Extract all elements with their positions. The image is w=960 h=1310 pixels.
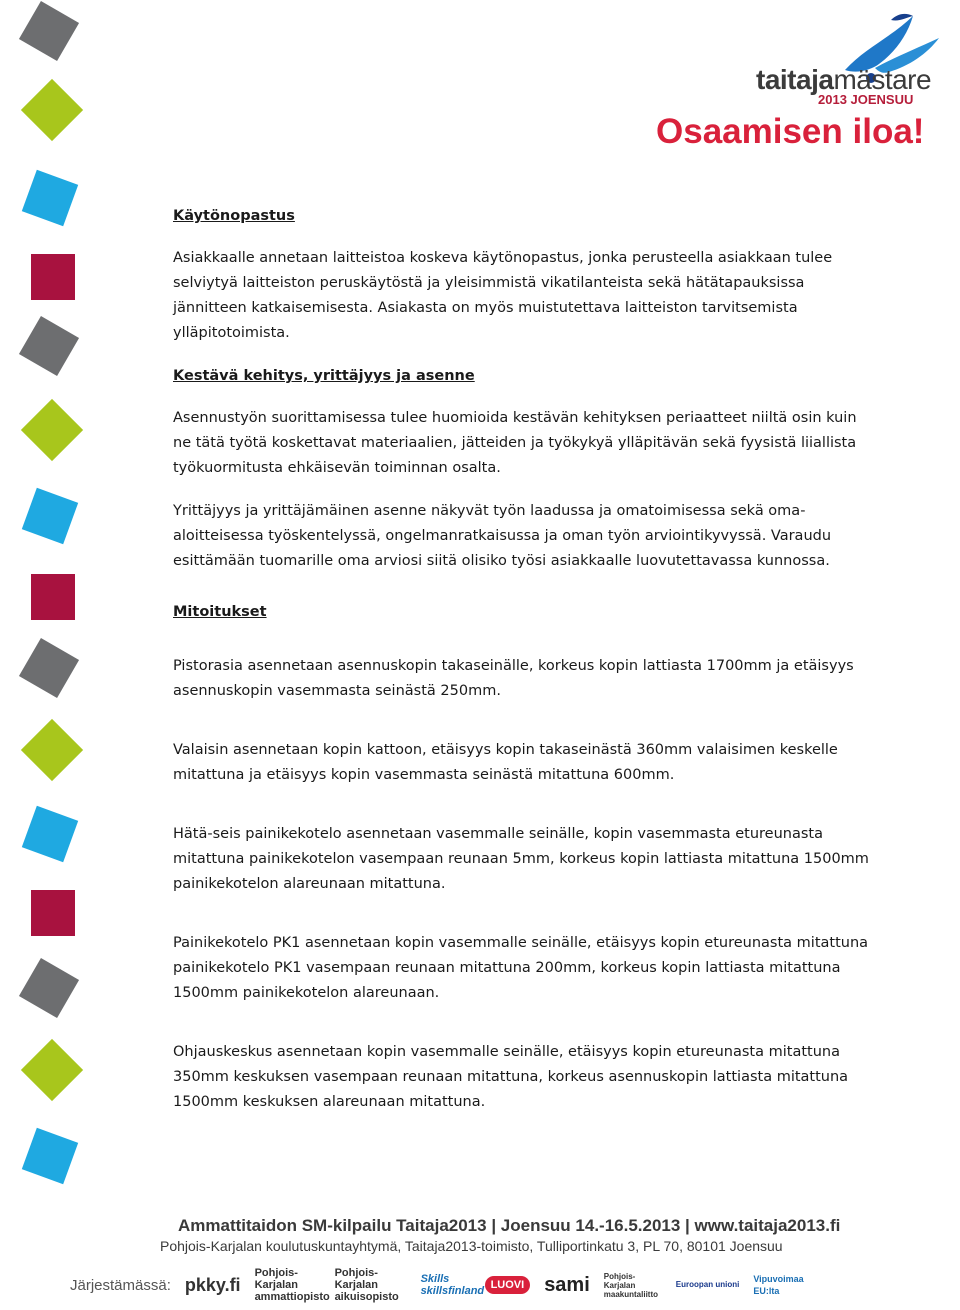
sponsor-logo: Pohjois-Karjalan maakuntaliitto: [603, 1271, 659, 1299]
footer-event-line: Ammattitaidon SM-kilpailu Taitaja2013 | Joensuu 14.-16.5.2013 | www.taitaja2013.fi: [178, 1216, 841, 1235]
blue-square: [22, 1128, 78, 1184]
page-footer: [0, 1210, 960, 1310]
sponsor-logo: Pohjois-Karjalan ammattiopisto: [254, 1267, 330, 1303]
crimson-square: [31, 254, 75, 300]
section-mitoitukset: [173, 604, 873, 1115]
gray-diamond: [19, 958, 79, 1018]
blue-square: [22, 170, 78, 226]
green-diamond: [21, 719, 83, 781]
document-body: [173, 208, 873, 1133]
gray-diamond: [19, 1, 79, 61]
logo-wordmark: taitajamästare: [756, 64, 932, 95]
organizers-label: Järjestämässä:: [70, 1276, 171, 1294]
blue-square: [22, 806, 78, 862]
sponsor-logo: sami: [544, 1274, 590, 1296]
logo-city: 2013 JOENSUU: [818, 92, 914, 107]
section-heading: Käytönopastus: [173, 208, 295, 224]
section-heading: Kestävä kehitys, yrittäjyys ja asenne: [173, 368, 475, 384]
sponsor-logo: Euroopan unioni: [675, 1280, 740, 1289]
footer-address-line: Pohjois-Karjalan koulutuskuntayhtymä, Taitaja2013-toimisto, Tulliportinkatu 3, PL 70, 80101 Joensuu: [160, 1238, 783, 1254]
sponsor-logo: Skills skillsfinland: [420, 1273, 485, 1297]
logo-slogan: Osaamisen iloa!: [656, 112, 925, 151]
gray-diamond: [19, 316, 79, 376]
sponsor-logo: LUOVI: [485, 1276, 531, 1294]
green-diamond: [21, 399, 83, 461]
organizer-logos: [70, 1266, 950, 1304]
crimson-square: [31, 574, 75, 620]
section-kestava-kehitys: [173, 368, 873, 574]
gray-diamond: [19, 638, 79, 698]
paragraph: Asennustyön suorittamisessa tulee huomioida kestävän kehityksen periaatteet niiltä osin kuin ne tätä työtä koskettavat materiaalien, jätteiden ja työkykyä ylläpitävän sekä fyysistä liiallista työkuormitusta ehkäisevän toiminnan osalta.: [173, 410, 857, 476]
crimson-square: [31, 890, 75, 936]
section-heading: Mitoitukset: [173, 604, 267, 620]
paragraph: Hätä-seis painikekotelo asennetaan vasemmalle seinälle, kopin vasemmasta etureunasta mitattuna painikekotelon vasempaan reunaan 5mm, korkeus kopin lattiasta mitattuna 1500mm painikekotelon alareunaan mitattuna.: [173, 826, 869, 892]
blue-square: [22, 488, 78, 544]
green-diamond: [21, 1039, 83, 1101]
sponsor-logo: Vipuvoimaa EU:lta: [753, 1274, 804, 1296]
paragraph: Yrittäjyys ja yrittäjämäinen asenne näkyvät työn laadussa ja omatoimisessa sekä oma-aloitteisessa työskentelyssä, ongelmanratkaisussa ja oman työn arviointikyvyssä. Varaudu esittämään tuomarille oma arviosi siitä olisiko työsi asiakkaalle luovutettavassa kunnossa.: [173, 503, 832, 569]
taitaja-logo: [650, 8, 950, 158]
paragraph: Ohjauskeskus asennetaan kopin vasemmalle seinälle, etäisyys kopin etureunasta mitattuna 350mm keskuksen vasempaan reunaan mitattuna, korkeus asennuskopin lattiasta mitattuna 1500mm keskuksen alareunaan mitattuna.: [173, 1044, 849, 1110]
paragraph: Pistorasia asennetaan asennuskopin takaseinälle, korkeus kopin lattiasta 1700mm ja etäisyys asennuskopin vasemmasta seinästä 250mm.: [173, 658, 854, 699]
sponsor-logo: Pohjois-Karjalan aikuisopisto: [334, 1267, 399, 1303]
paragraph: Asiakkaalle annetaan laitteistoa koskeva käytönopastus, jonka perusteella asiakkaan tulee selviytyä laitteiston peruskäytöstä ja yleisimmistä vikatilanteista sekä hätätapauksissa jännitteen katkaisemisesta. Asiakasta on myös muistutettava laitteiston tarvitsemista ylläpitotoimista.: [173, 250, 833, 341]
paragraph: Painikekotelo PK1 asennetaan kopin vasemmalle seinälle, etäisyys kopin etureunasta mitattuna painikekotelo PK1 vasempaan reunaan mitattuna 200mm, korkeus kopin lattiasta mitattuna 1500mm painikekotelon alareunaan.: [173, 935, 869, 1001]
green-diamond: [21, 79, 83, 141]
paragraph: Valaisin asennetaan kopin kattoon, etäisyys kopin takaseinästä 360mm valaisimen keskelle mitattuna ja etäisyys kopin vasemmasta seinästä mitattuna 600mm.: [173, 742, 838, 783]
sponsor-logo: pkky.fi: [184, 1275, 241, 1295]
section-kaytonopastus: [173, 208, 873, 346]
